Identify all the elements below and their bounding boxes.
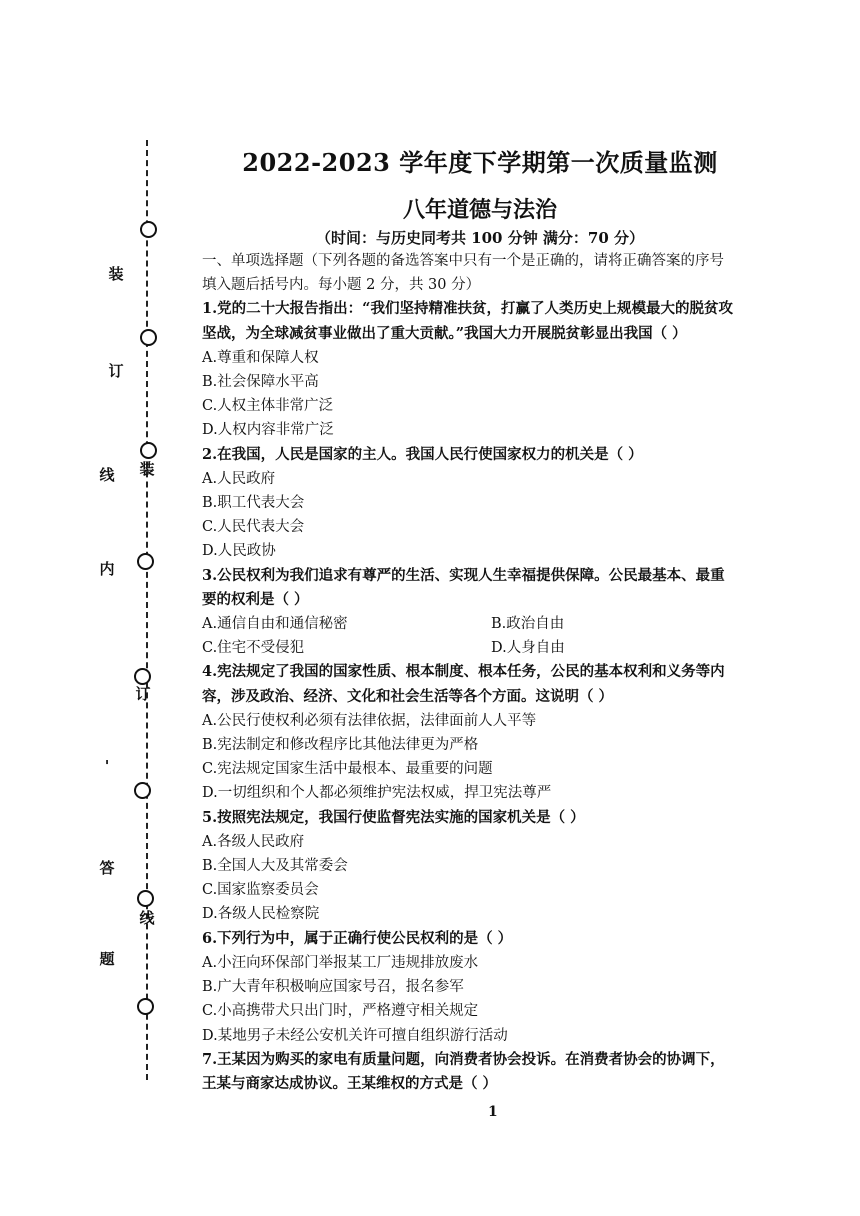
option: A.公民行使权利必须有法律依据，法律面前人人平等 [202, 712, 537, 729]
option: B.政治自由 [491, 616, 565, 633]
binding-char: 订 [108, 362, 124, 380]
question-stem: 6.下列行为中，属于正确行使公民权利的是（ ） [202, 929, 513, 947]
option: C.人权主体非常广泛 [202, 398, 334, 415]
option: A.人民政府 [202, 470, 276, 487]
question-stem: 王某与商家达成协议。王某维权的方式是（ ） [202, 1074, 498, 1092]
option-row [202, 636, 780, 660]
binding-circle [137, 553, 154, 570]
option: A.小汪向环保部门举报某工厂违规排放废水 [202, 954, 479, 971]
question-stem: 坚战，为全球减贫事业做出了重大贡献。”我国大力开展脱贫彰显出我国（ ） [202, 324, 687, 342]
binding-char: 题 [99, 950, 115, 968]
binding-char: ' [104, 757, 110, 775]
option: D.人身自由 [491, 640, 565, 657]
option: D.人民政协 [202, 543, 276, 560]
binding-char: 内 [99, 560, 115, 578]
option: B.全国人大及其常委会 [202, 858, 348, 875]
binding-char: 装 [108, 265, 124, 283]
binding-circle [137, 890, 154, 907]
option: D.人权内容非常广泛 [202, 422, 334, 439]
exam-title: 2022-2023 学年度下学期第一次质量监测 [242, 148, 718, 177]
option: B.宪法制定和修改程序比其他法律更为严格 [202, 737, 479, 754]
page-number: 1 [488, 1104, 498, 1120]
question-stem: 要的权利是（ ） [202, 590, 309, 608]
option: B.职工代表大会 [202, 495, 305, 512]
option: C.人民代表大会 [202, 519, 305, 536]
question-stem: 容，涉及政治、经济、文化和社会生活等各个方面。这说明（ ） [202, 687, 614, 705]
question-stem: 5.按照宪法规定，我国行使监督宪法实施的国家机关是（ ） [202, 808, 585, 826]
question-stem: 7.王某因为购买的家电有质量问题，向消费者协会投诉。在消费者协会的协调下， [202, 1050, 725, 1068]
option-row [202, 612, 780, 636]
option: B.广大青年积极响应国家号召，报名参军 [202, 979, 464, 996]
option: D.某地男子未经公安机关许可擅自组织游行活动 [202, 1027, 508, 1044]
question-content [202, 249, 780, 1096]
binding-char: 线 [99, 466, 115, 484]
option: A.尊重和保障人权 [202, 349, 319, 366]
binding-inline-char: 订 [135, 685, 151, 703]
option: C.小高携带犬只出门时，严格遵守相关规定 [202, 1003, 479, 1020]
binding-circle [140, 442, 157, 459]
binding-circle [140, 329, 157, 346]
option: C.宪法规定国家生活中最根本、最重要的问题 [202, 761, 493, 778]
question-stem: 3.公民权利为我们追求有尊严的生活、实现人生幸福提供保障。公民最基本、最重 [202, 566, 725, 584]
section-heading: 填入题后括号内。每小题 2 分，共 30 分） [202, 277, 481, 294]
option: C.国家监察委员会 [202, 882, 319, 899]
exam-subject: 八年道德与法治 [402, 197, 557, 223]
binding-char: 答 [99, 859, 115, 877]
binding-circle [140, 221, 157, 238]
option: A.各级人民政府 [202, 833, 305, 850]
binding-dashed-line [146, 140, 148, 1080]
question-stem: 2.在我国，人民是国家的主人。我国人民行使国家权力的机关是（ ） [202, 445, 643, 463]
option: C.住宅不受侵犯 [202, 640, 305, 657]
option: B.社会保障水平高 [202, 374, 319, 391]
binding-inline-char: 装 [139, 460, 155, 478]
binding-circle [137, 998, 154, 1015]
question-stem: 4.宪法规定了我国的国家性质、根本制度、根本任务，公民的基本权利和义务等内 [202, 663, 725, 681]
section-heading: 一、单项选择题（下列各题的备选答案中只有一个是正确的，请将正确答案的序号 [202, 253, 724, 269]
binding-circle [134, 782, 151, 799]
option: A.通信自由和通信秘密 [202, 616, 348, 633]
binding-inline-char: 线 [139, 909, 155, 927]
question-stem: 1.党的二十大报告指出：“我们坚持精准扶贫，打赢了人类历史上规模最大的脱贫攻 [202, 300, 733, 318]
exam-time-score: （时间：与历史同考共 100 分钟 满分：70 分） [315, 229, 645, 247]
option: D.各级人民检察院 [202, 906, 320, 923]
option: D.一切组织和个人都必须维护宪法权威，捍卫宪法尊严 [202, 785, 552, 802]
